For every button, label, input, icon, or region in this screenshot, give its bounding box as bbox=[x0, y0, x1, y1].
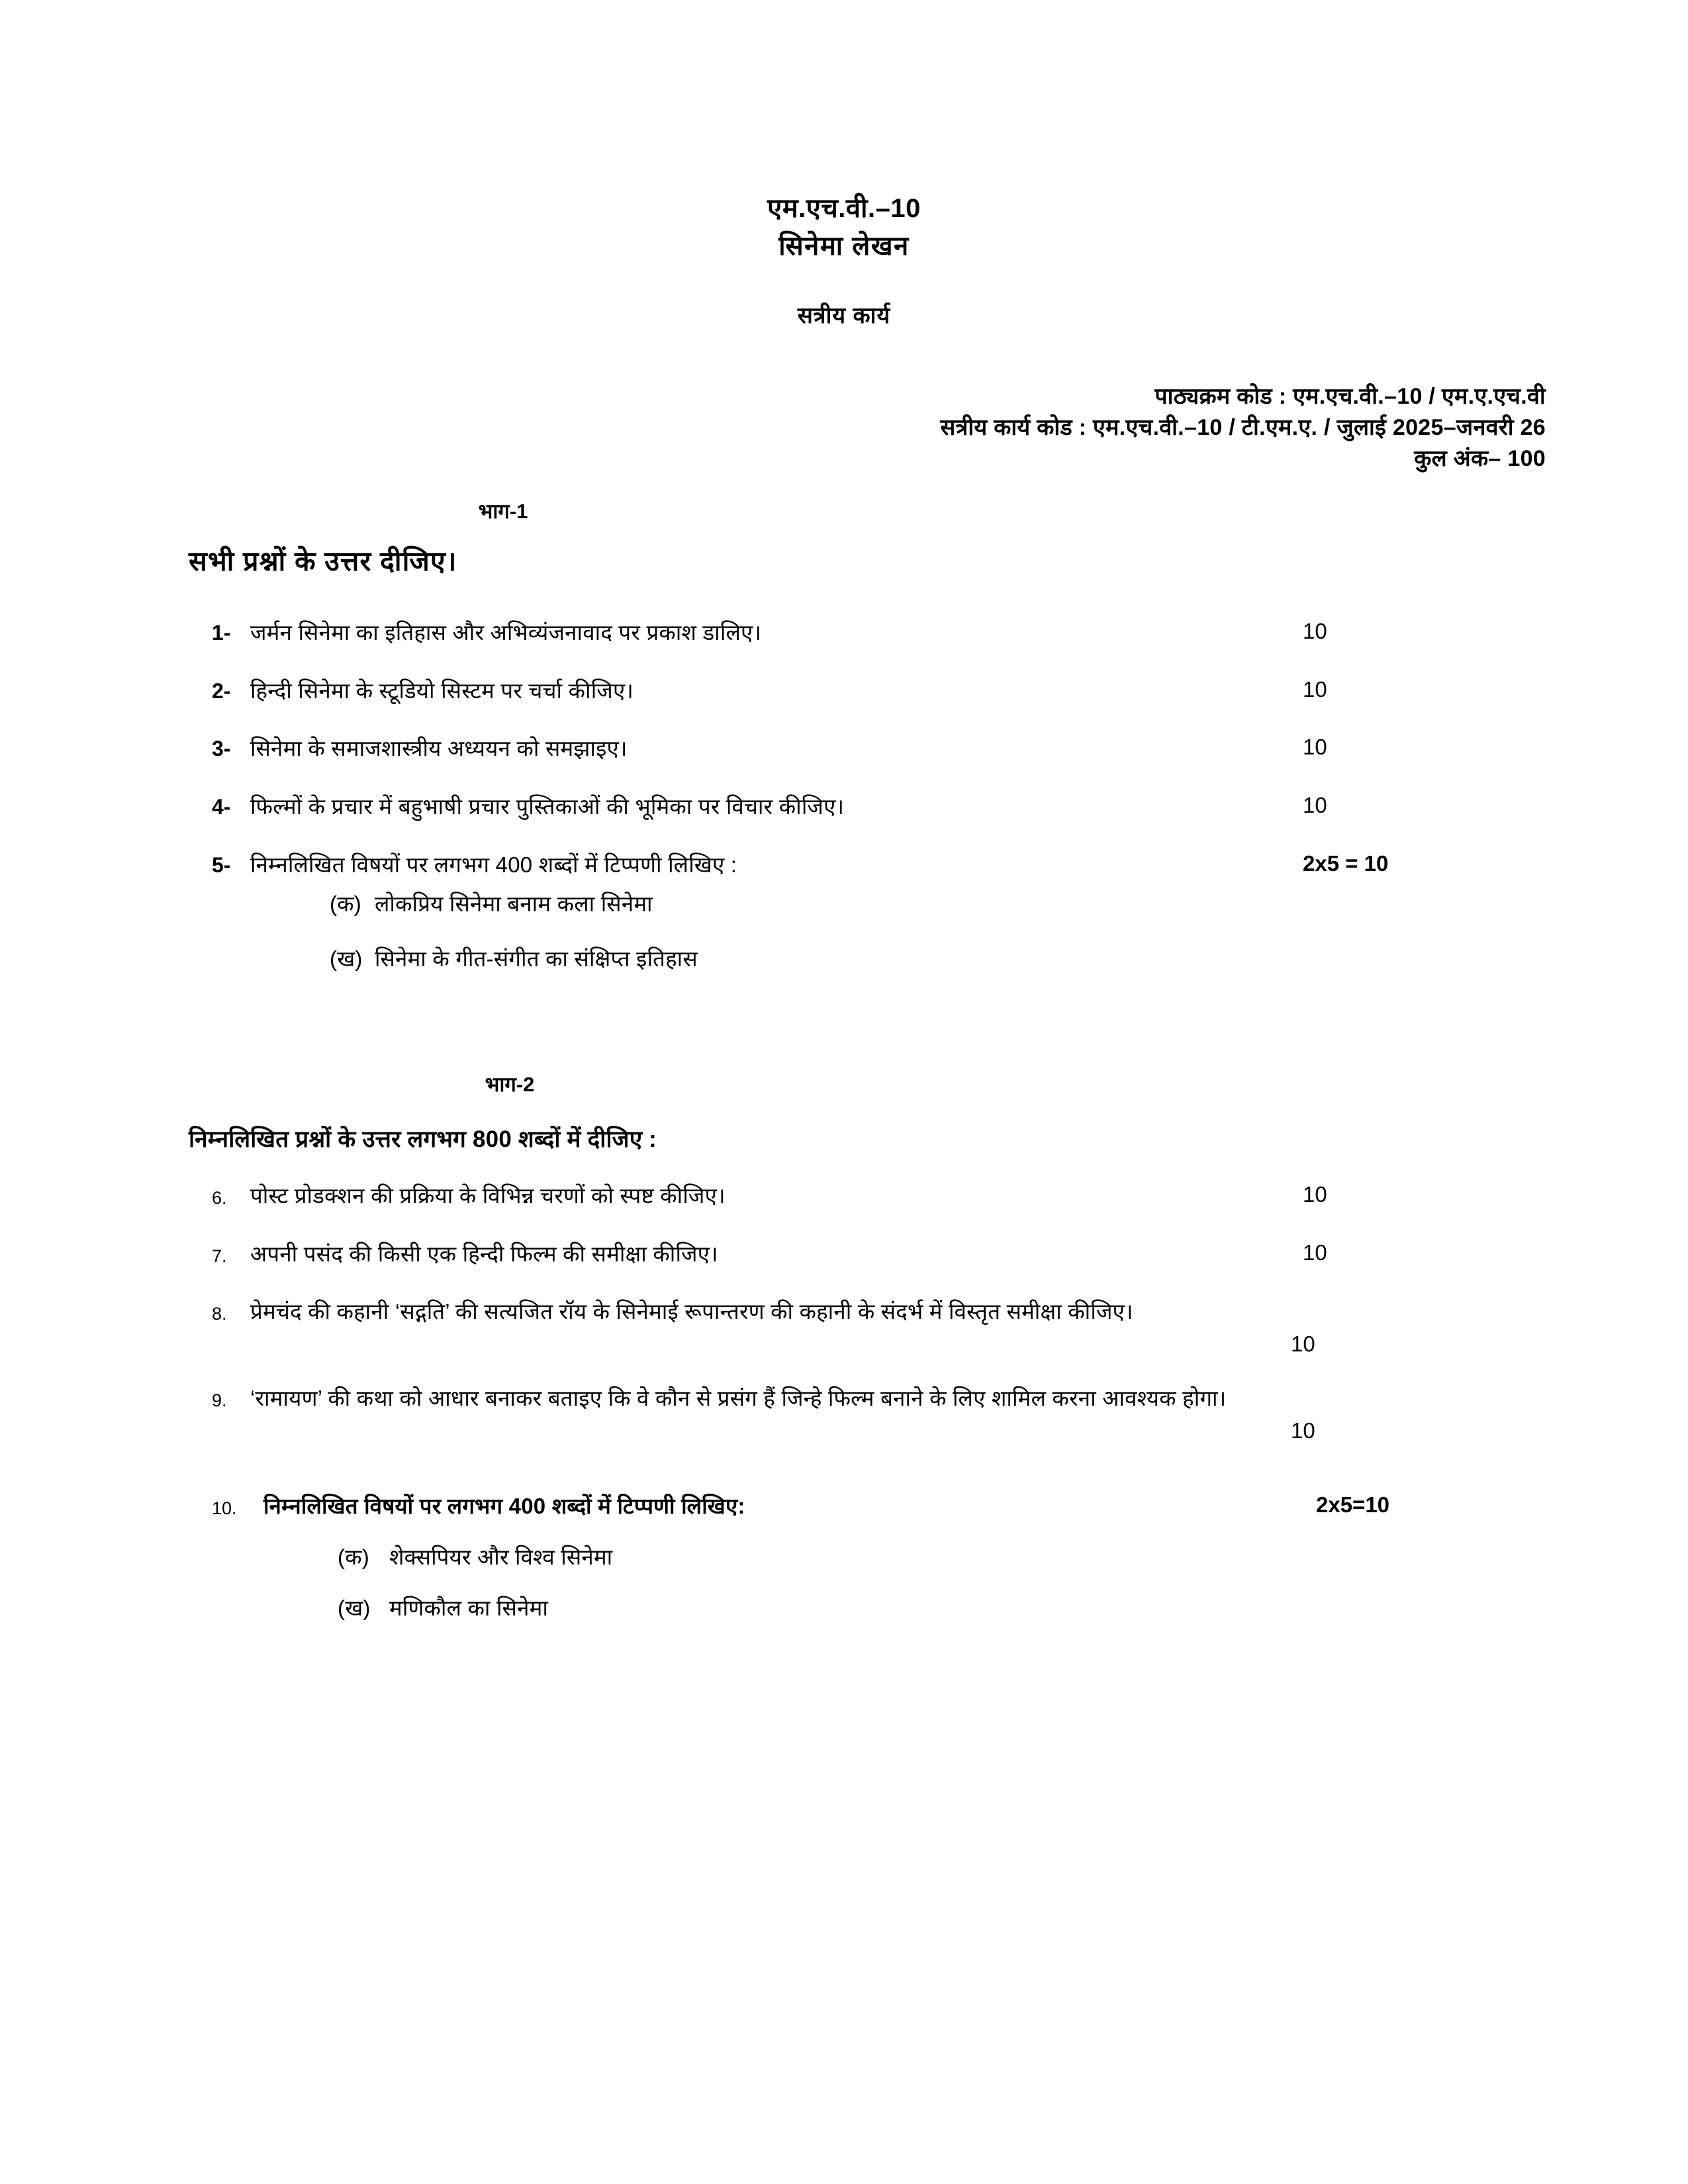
sub-question-label: (क) bbox=[330, 891, 361, 917]
part-1-question-list bbox=[0, 617, 1688, 975]
question-marks: 10 bbox=[1303, 1181, 1327, 1206]
question-marks: 10 bbox=[1303, 676, 1327, 702]
part-2-instruction: निम्नलिखित प्रश्नों के उत्तर लगभग 800 शब्दों में दीजिए : bbox=[189, 1126, 657, 1152]
question-text: निम्नलिखित विषयों पर लगभग 400 शब्दों में टिप्पणी लिखिए: bbox=[263, 1494, 745, 1519]
question-text: हिन्दी सिनेमा के स्टूडियो सिस्टम पर चर्चा कीजिए। bbox=[250, 678, 634, 703]
question-number: 6. bbox=[212, 1187, 227, 1208]
document-subtitle: सत्रीय कार्य bbox=[797, 303, 891, 328]
question-row bbox=[212, 1383, 1688, 1414]
sub-question-label: (क) bbox=[338, 1545, 369, 1570]
question-10-block bbox=[0, 1491, 1688, 1624]
question-text: निम्नलिखित विषयों पर लगभग 400 शब्दों में टिप्पणी लिखिए : bbox=[250, 852, 737, 878]
question-marks: 10 bbox=[1303, 735, 1327, 760]
sub-question-item bbox=[338, 1542, 1688, 1573]
question-number: 8. bbox=[212, 1304, 227, 1324]
question-row bbox=[212, 1181, 1688, 1212]
question-text: फिल्मों के प्रचार में बहुभाषी प्रचार पुस्तिकाओं की भूमिका पर विचार कीजिए। bbox=[250, 794, 845, 819]
question-row bbox=[212, 617, 1688, 649]
question-number: 2- bbox=[212, 678, 231, 703]
question-marks: 10 bbox=[1291, 1332, 1315, 1357]
sub-question-label: (ख) bbox=[338, 1595, 371, 1620]
question-text: पोस्ट प्रोडक्शन की प्रक्रिया के विभिन्न चरणों को स्पष्ट कीजिए। bbox=[250, 1183, 726, 1208]
page-title: सिनेमा लेखन bbox=[778, 232, 910, 261]
question-number: 5- bbox=[212, 853, 231, 878]
question-row bbox=[212, 733, 1688, 764]
part-1-instruction: सभी प्रश्नों के उत्तर दीजिए। bbox=[189, 545, 457, 576]
part-2-question-list bbox=[0, 1181, 1688, 1624]
sub-question-item bbox=[330, 944, 1688, 975]
question-row bbox=[212, 1239, 1688, 1270]
question-row bbox=[212, 850, 1688, 881]
sub-question-label: (ख) bbox=[330, 946, 363, 971]
question-number: 10. bbox=[212, 1498, 237, 1519]
question-marks: 2x5 = 10 bbox=[1303, 851, 1389, 876]
question-text: अपनी पसंद की किसी एक हिन्दी फिल्म की समीक्षा कीजिए। bbox=[250, 1241, 718, 1266]
question-marks: 10 bbox=[1291, 1418, 1315, 1443]
question-text: जर्मन सिनेमा का इतिहास और अभिव्यंजनावाद पर प्रकाश डालिए। bbox=[250, 619, 762, 645]
sub-question-text: लोकप्रिय सिनेमा बनाम कला सिनेमा bbox=[375, 891, 653, 917]
sub-question-item bbox=[338, 1593, 1688, 1624]
question-number: 9. bbox=[212, 1390, 227, 1411]
sub-question-text: सिनेमा के गीत-संगीत का संक्षिप्त इतिहास bbox=[375, 946, 698, 971]
sub-question-item bbox=[330, 889, 1688, 920]
question-number: 4- bbox=[212, 795, 231, 819]
question-text: ‘रामायण’ की कथा को आधार बनाकर बताइए कि वे कौन से प्रसंग हैं जिन्हे फिल्म बनाने के लिए शामिल करना आवश्यक होगा। bbox=[250, 1386, 1227, 1411]
document-header bbox=[0, 0, 1688, 330]
question-text: प्रेमचंद की कहानी ‘सद्गति’ की सत्यजित रॉय के सिनेमाई रूपान्तरण की कहानी के संदर्भ में विस्तृत समीक्षा कीजिए। bbox=[250, 1299, 1133, 1324]
course-code-heading: एम.एच.वी.–10 bbox=[767, 194, 921, 223]
question-row bbox=[212, 1297, 1688, 1328]
assignment-code-line: सत्रीय कार्य कोड : एम.एच.वी.–10 / टी.एम.ए. / जुलाई 2025–जनवरी 26 bbox=[940, 414, 1546, 440]
question-number: 1- bbox=[212, 620, 231, 645]
question-marks: 10 bbox=[1303, 618, 1327, 643]
total-marks-line: कुल अंक– 100 bbox=[1414, 445, 1546, 471]
question-marks: 2x5=10 bbox=[1316, 1492, 1390, 1518]
question-row bbox=[212, 1491, 1688, 1522]
question-row bbox=[212, 676, 1688, 707]
part-1-label: भाग-1 bbox=[478, 499, 528, 523]
question-marks: 10 bbox=[1303, 1240, 1327, 1265]
question-marks: 10 bbox=[1303, 793, 1327, 818]
part-2-label: भाग-2 bbox=[485, 1072, 535, 1096]
question-text: सिनेमा के समाजशास्त्रीय अध्ययन को समझाइए। bbox=[250, 736, 628, 761]
question-number: 7. bbox=[212, 1246, 227, 1266]
sub-question-text: मणिकौल का सिनेमा bbox=[389, 1595, 549, 1620]
question-number: 3- bbox=[212, 737, 231, 761]
sub-question-text: शेक्सपियर और विश्व सिनेमा bbox=[389, 1545, 613, 1570]
programme-code-line: पाठ्यक्रम कोड : एम.एच.वी.–10 / एम.ए.एच.वी bbox=[1154, 384, 1546, 409]
assignment-meta-block bbox=[0, 381, 1688, 475]
section-spacer bbox=[0, 999, 1688, 1070]
question-row bbox=[212, 792, 1688, 823]
